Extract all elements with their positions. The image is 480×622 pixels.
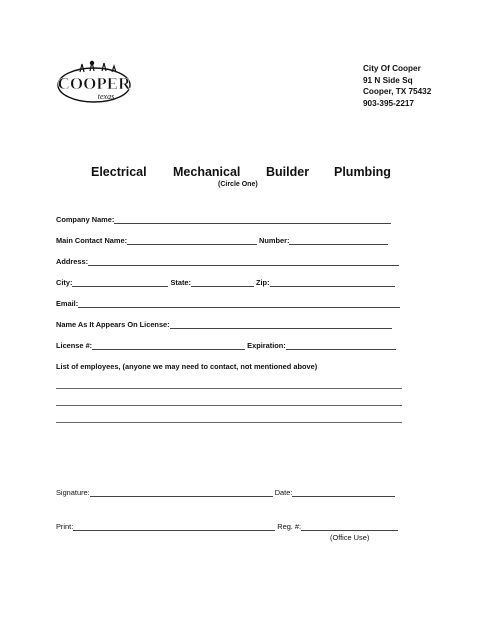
trade-plumbing[interactable]: Plumbing [334,165,391,179]
license-number-label: License #: [56,341,93,350]
print-label: Print: [56,522,74,531]
signature-label: Signature: [56,488,90,497]
company-name-label: Company Name: [56,215,115,224]
trade-electrical[interactable]: Electrical [91,165,147,179]
logo-word: COOPER [57,74,131,93]
license-name-field[interactable] [170,320,392,329]
cooper-texas-logo [56,58,136,104]
print-field[interactable] [73,522,275,531]
signature-row [56,485,395,497]
reg-number-label: Reg. #: [277,522,302,531]
address-phone: 903-395-2217 [363,98,414,108]
employees-line-1[interactable] [56,388,402,389]
email-field[interactable] [78,299,400,308]
main-contact-field[interactable] [127,236,257,245]
employees-label: List of employees, (anyone we may need to contact, not mentioned above) [56,362,318,371]
address-line-3: Cooper, TX 75432 [363,87,432,96]
address-line-2: 91 N Side Sq [363,75,413,85]
date-field[interactable] [292,488,395,497]
city-state-zip-row [56,275,395,287]
license-row [56,338,396,350]
employees-row [56,359,317,371]
main-contact-label: Main Contact Name: [56,236,128,245]
employees-line-2[interactable] [56,405,402,406]
company-name-row [56,212,391,224]
license-name-row [56,317,392,329]
number-field[interactable] [289,236,388,245]
city-field[interactable] [72,278,168,287]
trade-mechanical[interactable]: Mechanical [173,165,241,179]
date-label: Date: [274,488,293,497]
address-row [56,254,399,266]
circle-one-note: (Circle One) [218,181,258,188]
trade-builder[interactable]: Builder [266,165,310,179]
office-use-note: (Office Use) [330,533,370,542]
signature-field[interactable] [90,488,273,497]
city-label: City: [56,278,73,287]
email-label: Email: [56,299,79,308]
contact-row [56,233,388,245]
print-row [56,519,398,531]
reg-number-field[interactable] [301,522,398,531]
number-label: Number: [259,236,290,245]
address-field[interactable] [88,257,399,266]
expiration-field[interactable] [286,341,396,350]
company-name-field[interactable] [114,215,391,224]
email-row [56,296,400,308]
state-field[interactable] [191,278,254,287]
address-line-1: City Of Cooper [363,64,421,73]
employees-line-3[interactable] [56,422,402,423]
address-label: Address: [56,257,89,266]
license-name-label: Name As It Appears On License: [56,320,170,329]
expiration-label: Expiration: [247,341,286,350]
zip-field[interactable] [270,278,395,287]
logo-sub: texas [97,92,115,101]
zip-label: Zip: [255,278,270,287]
state-label: State: [170,278,191,287]
license-number-field[interactable] [92,341,245,350]
